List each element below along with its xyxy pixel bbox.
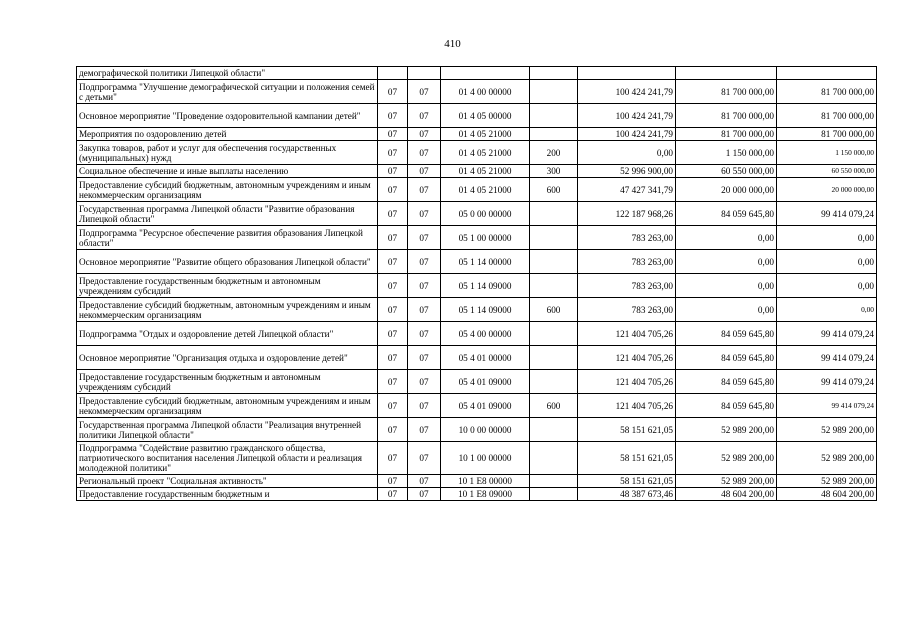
- cell-expense-type: [530, 488, 578, 501]
- cell-name: Предоставление субсидий бюджетным, автономным учреждениям и иным некоммерческим организациям: [77, 178, 378, 202]
- table-row: [77, 178, 877, 202]
- cell-section: 07: [378, 322, 408, 346]
- cell-subsection: 07: [408, 141, 441, 165]
- cell-section: 07: [378, 442, 408, 475]
- cell-name: Основное мероприятие "Организация отдыха и оздоровление детей": [77, 346, 378, 370]
- table-row: [77, 274, 877, 298]
- cell-name: Основное мероприятие "Проведение оздоровительной кампании детей": [77, 104, 378, 128]
- cell-amount-1: 783 263,00: [578, 298, 676, 322]
- cell-amount-3: 99 414 079,24: [777, 394, 877, 418]
- cell-subsection: 07: [408, 250, 441, 274]
- cell-subsection: 07: [408, 80, 441, 104]
- cell-target-article: 01 4 05 21000: [441, 141, 530, 165]
- cell-amount-1: 58 151 621,05: [578, 442, 676, 475]
- cell-expense-type: [530, 226, 578, 250]
- cell-name: Подпрограмма "Отдых и оздоровление детей Липецкой области": [77, 322, 378, 346]
- cell-amount-3: 52 989 200,00: [777, 442, 877, 475]
- table-row: [77, 104, 877, 128]
- cell-amount-2: 81 700 000,00: [676, 104, 777, 128]
- cell-amount-3: 81 700 000,00: [777, 128, 877, 141]
- cell-section: 07: [378, 141, 408, 165]
- cell-name: Предоставление субсидий бюджетным, автономным учреждениям и иным некоммерческим организациям: [77, 394, 378, 418]
- cell-expense-type: [530, 67, 578, 80]
- table-row: [77, 394, 877, 418]
- cell-subsection: 07: [408, 104, 441, 128]
- cell-section: 07: [378, 80, 408, 104]
- cell-target-article: 05 1 14 09000: [441, 298, 530, 322]
- cell-target-article: 05 1 14 00000: [441, 250, 530, 274]
- table-row: [77, 80, 877, 104]
- cell-target-article: 01 4 05 00000: [441, 104, 530, 128]
- cell-amount-1: 783 263,00: [578, 226, 676, 250]
- cell-amount-3: 52 989 200,00: [777, 418, 877, 442]
- budget-table: [76, 66, 877, 501]
- cell-amount-2: 84 059 645,80: [676, 322, 777, 346]
- cell-amount-1: 121 404 705,26: [578, 370, 676, 394]
- cell-section: 07: [378, 394, 408, 418]
- cell-amount-1: 52 996 900,00: [578, 165, 676, 178]
- cell-amount-2: 84 059 645,80: [676, 370, 777, 394]
- cell-section: 07: [378, 104, 408, 128]
- cell-section: 07: [378, 165, 408, 178]
- cell-section: 07: [378, 128, 408, 141]
- cell-subsection: 07: [408, 128, 441, 141]
- cell-amount-2: 0,00: [676, 298, 777, 322]
- cell-expense-type: [530, 274, 578, 298]
- cell-target-article: 05 4 01 09000: [441, 394, 530, 418]
- cell-name: Государственная программа Липецкой области "Реализация внутренней политики Липецкой области": [77, 418, 378, 442]
- cell-amount-2: 20 000 000,00: [676, 178, 777, 202]
- cell-target-article: 05 1 14 09000: [441, 274, 530, 298]
- cell-amount-2: 0,00: [676, 250, 777, 274]
- table-row: [77, 298, 877, 322]
- cell-amount-3: 52 989 200,00: [777, 475, 877, 488]
- cell-amount-3: 60 550 000,00: [777, 165, 877, 178]
- cell-subsection: 07: [408, 322, 441, 346]
- cell-target-article: 01 4 05 21000: [441, 178, 530, 202]
- cell-section: 07: [378, 178, 408, 202]
- cell-amount-2: 52 989 200,00: [676, 475, 777, 488]
- cell-subsection: 07: [408, 418, 441, 442]
- cell-amount-1: 58 151 621,05: [578, 418, 676, 442]
- cell-amount-2: 52 989 200,00: [676, 442, 777, 475]
- cell-expense-type: [530, 346, 578, 370]
- cell-amount-2: 81 700 000,00: [676, 80, 777, 104]
- cell-subsection: 07: [408, 370, 441, 394]
- cell-amount-2: 84 059 645,80: [676, 394, 777, 418]
- cell-amount-1: [578, 67, 676, 80]
- cell-target-article: 05 4 01 09000: [441, 370, 530, 394]
- cell-section: 07: [378, 488, 408, 501]
- cell-amount-1: 100 424 241,79: [578, 104, 676, 128]
- cell-amount-3: 81 700 000,00: [777, 80, 877, 104]
- cell-expense-type: [530, 104, 578, 128]
- cell-target-article: 10 1 00 00000: [441, 442, 530, 475]
- cell-section: 07: [378, 370, 408, 394]
- cell-expense-type: [530, 418, 578, 442]
- cell-name: Государственная программа Липецкой области "Развитие образования Липецкой области": [77, 202, 378, 226]
- cell-amount-2: 84 059 645,80: [676, 202, 777, 226]
- cell-amount-2: [676, 67, 777, 80]
- cell-target-article: 10 0 00 00000: [441, 418, 530, 442]
- cell-amount-2: 0,00: [676, 274, 777, 298]
- table-row: [77, 488, 877, 501]
- cell-section: 07: [378, 475, 408, 488]
- cell-target-article: 10 1 E8 00000: [441, 475, 530, 488]
- cell-subsection: [408, 67, 441, 80]
- cell-subsection: 07: [408, 475, 441, 488]
- cell-expense-type: [530, 128, 578, 141]
- cell-subsection: 07: [408, 226, 441, 250]
- table-row: [77, 418, 877, 442]
- cell-section: 07: [378, 418, 408, 442]
- cell-expense-type: 300: [530, 165, 578, 178]
- cell-amount-3: 99 414 079,24: [777, 322, 877, 346]
- cell-amount-3: 20 000 000,00: [777, 178, 877, 202]
- cell-amount-3: 99 414 079,24: [777, 370, 877, 394]
- cell-target-article: [441, 67, 530, 80]
- cell-expense-type: [530, 370, 578, 394]
- cell-section: 07: [378, 298, 408, 322]
- cell-expense-type: [530, 475, 578, 488]
- cell-subsection: 07: [408, 346, 441, 370]
- cell-amount-3: [777, 67, 877, 80]
- cell-name: Мероприятия по оздоровлению детей: [77, 128, 378, 141]
- cell-amount-3: 48 604 200,00: [777, 488, 877, 501]
- cell-section: 07: [378, 226, 408, 250]
- table-body: [77, 67, 877, 501]
- cell-subsection: 07: [408, 394, 441, 418]
- cell-target-article: 01 4 00 00000: [441, 80, 530, 104]
- cell-amount-2: 48 604 200,00: [676, 488, 777, 501]
- table-row: [77, 322, 877, 346]
- cell-amount-1: 100 424 241,79: [578, 80, 676, 104]
- cell-expense-type: 600: [530, 394, 578, 418]
- table-row: [77, 128, 877, 141]
- cell-section: 07: [378, 202, 408, 226]
- cell-name: Закупка товаров, работ и услуг для обеспечения государственных (муниципальных) нужд: [77, 141, 378, 165]
- cell-amount-3: 99 414 079,24: [777, 346, 877, 370]
- cell-section: 07: [378, 250, 408, 274]
- cell-section: [378, 67, 408, 80]
- cell-target-article: 05 4 01 00000: [441, 346, 530, 370]
- cell-amount-1: 58 151 621,05: [578, 475, 676, 488]
- cell-section: 07: [378, 274, 408, 298]
- cell-target-article: 05 1 00 00000: [441, 226, 530, 250]
- cell-name: Предоставление субсидий бюджетным, автономным учреждениям и иным некоммерческим организациям: [77, 298, 378, 322]
- cell-expense-type: [530, 80, 578, 104]
- cell-amount-3: 0,00: [777, 250, 877, 274]
- table-row: [77, 442, 877, 475]
- cell-expense-type: 600: [530, 298, 578, 322]
- table-row: [77, 346, 877, 370]
- cell-amount-3: 1 150 000,00: [777, 141, 877, 165]
- cell-amount-1: 122 187 968,26: [578, 202, 676, 226]
- cell-amount-1: 121 404 705,26: [578, 394, 676, 418]
- cell-name: Подпрограмма "Содействие развитию гражданского общества, патриотического воспитания населения Липецкой области и реализация молодежной политики": [77, 442, 378, 475]
- cell-expense-type: 200: [530, 141, 578, 165]
- cell-amount-1: 0,00: [578, 141, 676, 165]
- cell-name: Подпрограмма "Ресурсное обеспечение развития образования Липецкой области": [77, 226, 378, 250]
- cell-amount-3: 0,00: [777, 298, 877, 322]
- table-row: [77, 202, 877, 226]
- table-row: [77, 165, 877, 178]
- cell-subsection: 07: [408, 442, 441, 475]
- cell-name: Подпрограмма "Улучшение демографической ситуации и положения семей с детьми": [77, 80, 378, 104]
- table-row: [77, 67, 877, 80]
- cell-target-article: 05 4 00 00000: [441, 322, 530, 346]
- cell-amount-1: 121 404 705,26: [578, 346, 676, 370]
- cell-amount-1: 783 263,00: [578, 250, 676, 274]
- cell-subsection: 07: [408, 274, 441, 298]
- page-number: 410: [444, 38, 461, 50]
- cell-name: Региональный проект "Социальная активность": [77, 475, 378, 488]
- cell-amount-1: 100 424 241,79: [578, 128, 676, 141]
- table-row: [77, 141, 877, 165]
- cell-amount-2: 1 150 000,00: [676, 141, 777, 165]
- cell-expense-type: [530, 442, 578, 475]
- cell-amount-2: 60 550 000,00: [676, 165, 777, 178]
- cell-expense-type: [530, 250, 578, 274]
- cell-expense-type: 600: [530, 178, 578, 202]
- cell-name: демографической политики Липецкой области": [77, 67, 378, 80]
- cell-amount-3: 0,00: [777, 226, 877, 250]
- cell-amount-1: 121 404 705,26: [578, 322, 676, 346]
- table-row: [77, 475, 877, 488]
- cell-name: Основное мероприятие "Развитие общего образования Липецкой области": [77, 250, 378, 274]
- cell-amount-3: 81 700 000,00: [777, 104, 877, 128]
- cell-name: Предоставление государственным бюджетным и автономным учреждениям субсидий: [77, 370, 378, 394]
- cell-expense-type: [530, 322, 578, 346]
- table-row: [77, 250, 877, 274]
- cell-expense-type: [530, 202, 578, 226]
- cell-target-article: 10 1 E8 09000: [441, 488, 530, 501]
- cell-section: 07: [378, 346, 408, 370]
- cell-subsection: 07: [408, 178, 441, 202]
- cell-subsection: 07: [408, 165, 441, 178]
- cell-name: Предоставление государственным бюджетным и автономным учреждениям субсидий: [77, 274, 378, 298]
- cell-amount-2: 84 059 645,80: [676, 346, 777, 370]
- cell-subsection: 07: [408, 202, 441, 226]
- cell-amount-3: 99 414 079,24: [777, 202, 877, 226]
- cell-target-article: 05 0 00 00000: [441, 202, 530, 226]
- cell-subsection: 07: [408, 298, 441, 322]
- cell-amount-1: 47 427 341,79: [578, 178, 676, 202]
- cell-target-article: 01 4 05 21000: [441, 128, 530, 141]
- table-row: [77, 226, 877, 250]
- table-row: [77, 370, 877, 394]
- cell-amount-2: 0,00: [676, 226, 777, 250]
- cell-amount-2: 52 989 200,00: [676, 418, 777, 442]
- cell-name: Предоставление государственным бюджетным и: [77, 488, 378, 501]
- cell-amount-2: 81 700 000,00: [676, 128, 777, 141]
- cell-amount-3: 0,00: [777, 274, 877, 298]
- cell-subsection: 07: [408, 488, 441, 501]
- cell-name: Социальное обеспечение и иные выплаты населению: [77, 165, 378, 178]
- cell-amount-1: 48 387 673,46: [578, 488, 676, 501]
- cell-target-article: 01 4 05 21000: [441, 165, 530, 178]
- cell-amount-1: 783 263,00: [578, 274, 676, 298]
